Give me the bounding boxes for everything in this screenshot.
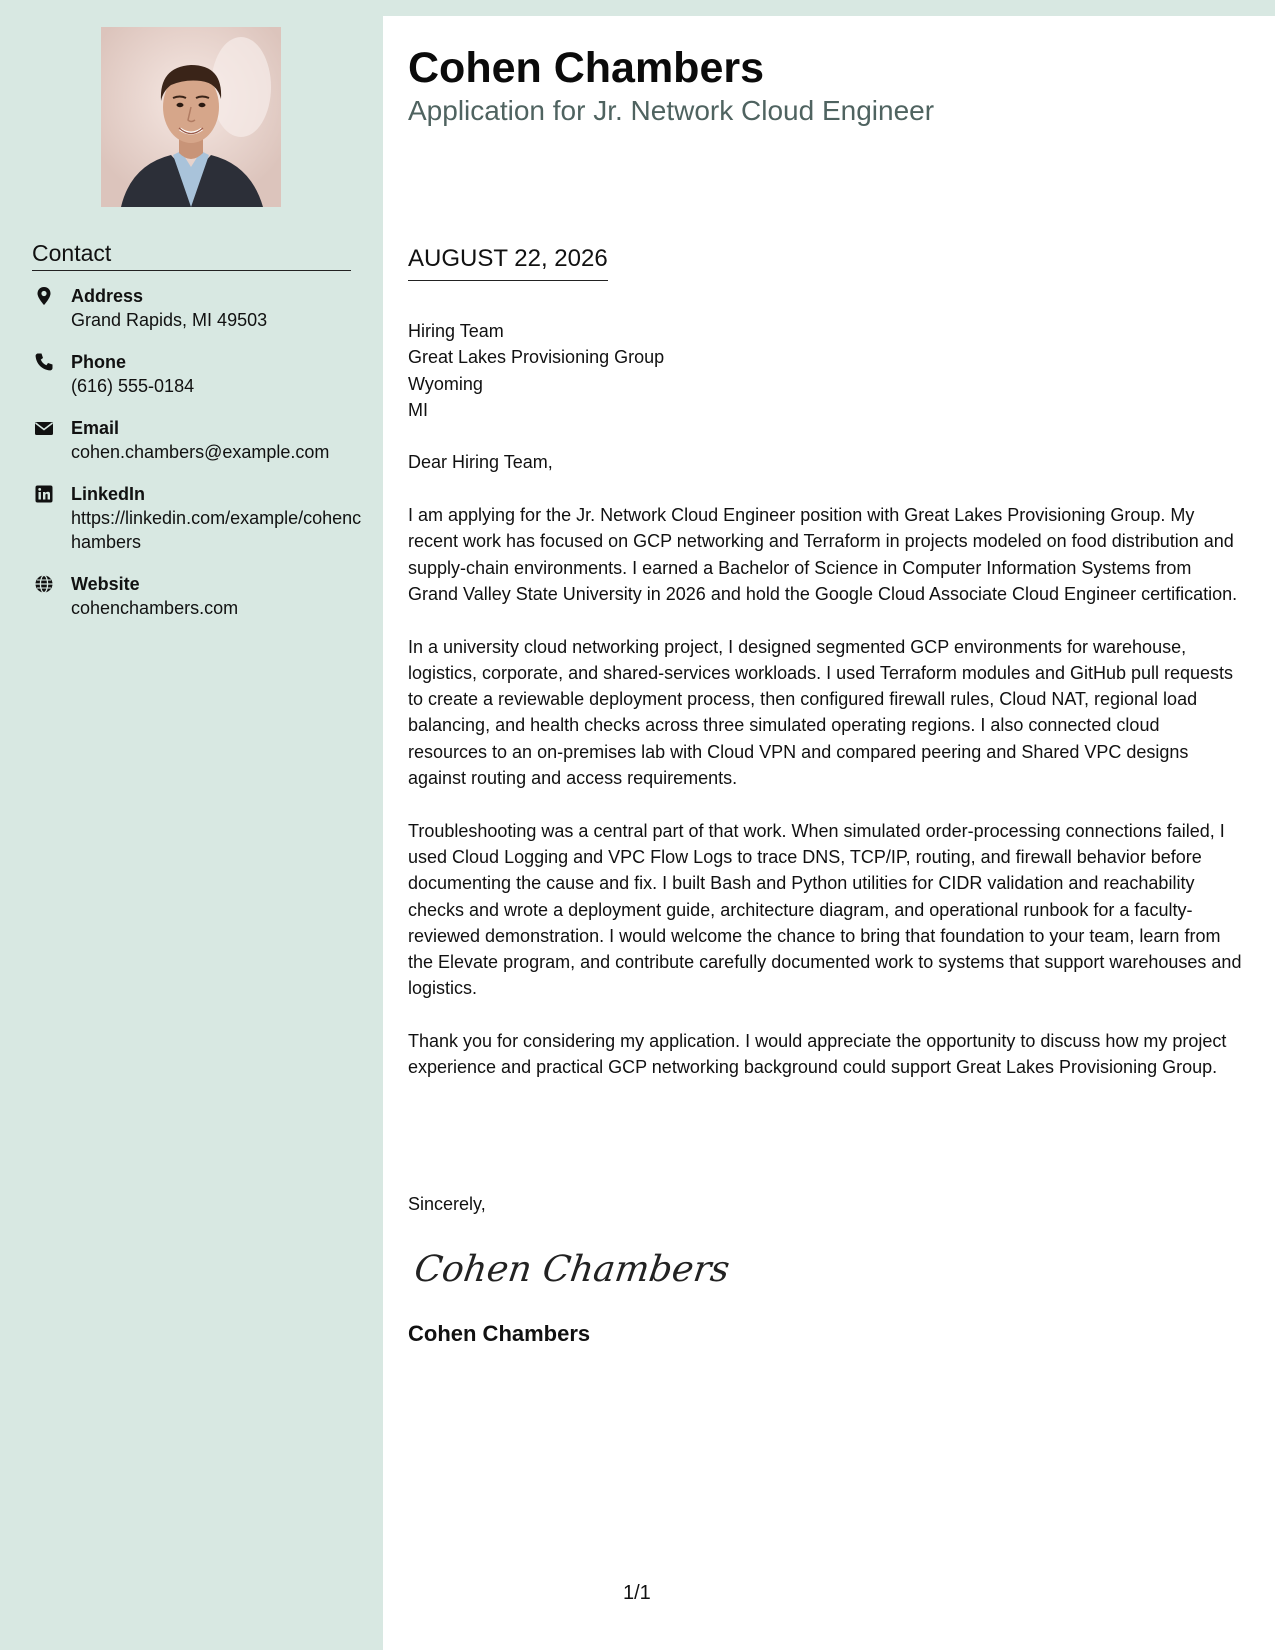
contact-label: Phone	[71, 352, 127, 372]
phone-icon	[34, 352, 54, 372]
contact-list	[32, 284, 362, 638]
contact-phone	[32, 350, 362, 398]
closing: Sincerely,	[408, 1194, 486, 1214]
paragraph: In a university cloud networking project, I designed segmented GCP environments for warehouse, logistics, corporate, and shared-services workloads. I used Terraform modules and GitHub pull requests to create a reviewable deployment process, then configured firewall rules, Cloud NAT, regional load balancing, and health checks across three simulated operating regions. I also connected cloud resources to an on-premises lab with Cloud VPN and compared peering and Shared VPC designs against routing and access requirements.	[408, 636, 1234, 789]
sidebar	[0, 0, 383, 1650]
contact-address	[32, 284, 362, 332]
signed-name: Cohen Chambers	[408, 1321, 591, 1346]
recipient-line: MI	[408, 399, 428, 420]
recipient-line: Hiring Team	[408, 321, 504, 341]
linkedin-link[interactable]: https://linkedin.com/example/cohenchambers	[71, 508, 362, 552]
contact-email	[32, 416, 362, 464]
contact-label: Email	[71, 418, 120, 438]
paragraph: I am applying for the Jr. Network Cloud Engineer position with Great Lakes Provisioning Group. My recent work has focused on GCP networking and Terraform in projects modeled on food distribution and supply-chain environments. I earned a Bachelor of Science in Computer Information Systems from Grand Valley State University in 2026 and hold the Google Cloud Associate Cloud Engineer certification.	[408, 505, 1238, 604]
contact-label: LinkedIn	[71, 484, 146, 504]
recipient-block	[408, 318, 1243, 423]
contact-value: Grand Rapids, MI 49503	[71, 310, 268, 330]
contact-website	[32, 572, 362, 620]
letter-date: AUGUST 22, 2026	[408, 244, 608, 281]
paragraph: Thank you for considering my application. I would appreciate the opportunity to discuss how my project experience and practical GCP networking background could support Great Lakes Provisioning Group.	[408, 1031, 1227, 1078]
signature-image	[411, 1239, 733, 1299]
applicant-name: Cohen Chambers	[408, 44, 765, 92]
letter-main	[383, 16, 1275, 1650]
signature-text: Cohen Chambers	[411, 1247, 733, 1290]
contact-label: Website	[71, 574, 140, 594]
envelope-icon	[34, 418, 54, 438]
letter-body	[408, 318, 1243, 1107]
paragraph: Troubleshooting was a central part of that work. When simulated order-processing connections failed, I used Cloud Logging and VPC Flow Logs to trace DNS, TCP/IP, routing, and firewall behavior before documenting the cause and fix. I built Bash and Python utilities for CIDR validation and reachability checks and wrote a deployment guide, architecture diagram, and operational runbook for a faculty-reviewed demonstration. I would welcome the chance to bring that foundation to your team, learn from the Elevate program, and contribute carefully documented work to systems that support warehouses and logistics.	[408, 820, 1242, 999]
website-link[interactable]: cohenchambers.com	[71, 598, 239, 618]
contact-label: Address	[71, 286, 144, 306]
avatar	[101, 27, 281, 207]
application-subtitle: Application for Jr. Network Cloud Engineer	[408, 95, 935, 126]
contact-linkedin	[32, 482, 362, 554]
portrait-photo	[101, 27, 281, 207]
contact-heading: Contact	[32, 240, 351, 271]
page-number: 1/1	[623, 1582, 651, 1604]
contact-value: (616) 555-0184	[71, 376, 195, 396]
linkedin-icon	[34, 484, 54, 504]
map-pin-icon	[34, 286, 54, 306]
salutation: Dear Hiring Team,	[408, 452, 553, 473]
globe-icon	[34, 574, 54, 594]
recipient-line: Great Lakes Provisioning Group	[408, 347, 665, 368]
contact-value: cohen.chambers@example.com	[71, 442, 330, 462]
recipient-line: Wyoming	[408, 373, 483, 394]
